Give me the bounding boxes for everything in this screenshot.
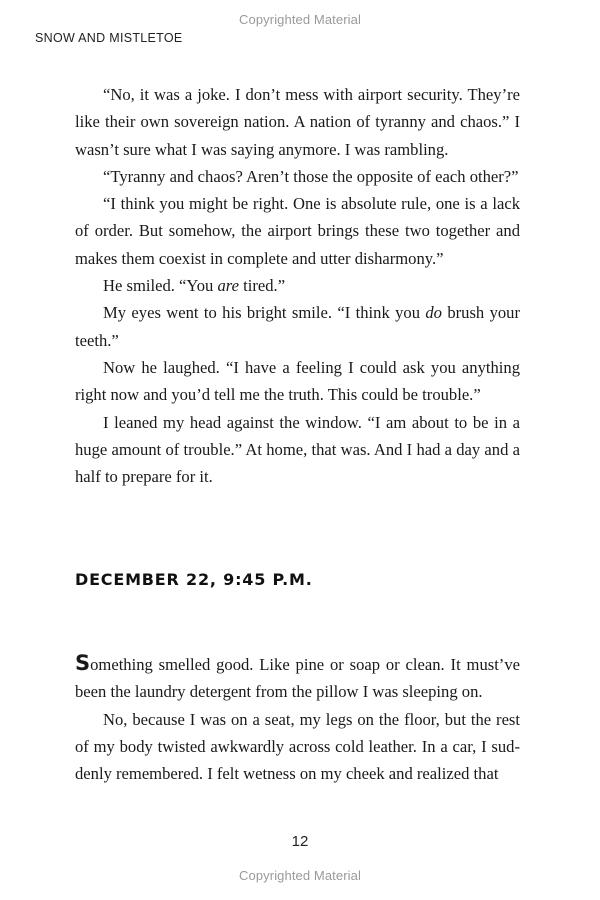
text-run: He smiled. “You (103, 276, 218, 296)
paragraph (75, 272, 520, 299)
text-run: omething smelled good. Like pine or soap or clean. It must’ve been the laundry detergent from the pillow I was sleeping on. (75, 655, 520, 702)
paragraph (75, 651, 520, 706)
copyright-watermark-top: Copyrighted Material (239, 12, 361, 27)
copyright-watermark-bottom: Copyrighted Material (239, 868, 361, 883)
text-run: brush your teeth.” (75, 303, 520, 350)
emphasis: are (217, 276, 239, 296)
paragraph: “Tyranny and chaos? Aren’t those the opposite of each other?” (103, 166, 519, 186)
paragraph: “I think you might be right. One is absolute rule, one is a lack of order. But somehow, the airport brings these two together and makes them coexist in complete and utter disharmony.” (75, 194, 520, 268)
text-run: My eyes went to his bright smile. “I think you (103, 303, 426, 323)
paragraph (75, 299, 520, 354)
body-text-before (75, 81, 520, 490)
paragraph: No, because I was on a seat, my legs on the floor, but the rest of my body twisted awkwardly across cold leather. In a car, I suddenly remembered. I felt wetness on my cheek and realized that (75, 709, 520, 784)
running-head: SNOW AND MISTLETOE (35, 31, 183, 45)
emphasis: do (425, 303, 442, 323)
paragraph: Now he laughed. “I have a feeling I could ask you anything right now and you’d tell me the truth. This could be trouble.” (75, 357, 520, 405)
drop-cap: S (75, 651, 91, 675)
paragraph: “No, it was a joke. I don’t mess with airport security. They’re like their own sovereign nation. A nation of tyranny and chaos.” I wasn’t sure what I was saying anymore. I was rambling. (75, 85, 520, 159)
section-heading: DECEMBER 22, 9:45 P.M. (75, 570, 313, 589)
page-number: 12 (291, 833, 309, 850)
paragraph: I leaned my head against the window. “I am about to be in a huge amount of trouble.” At home, that was. And I had a day and a half to prepare for it. (75, 412, 520, 487)
body-text-after (75, 651, 520, 787)
text-run: tired.” (239, 276, 286, 296)
